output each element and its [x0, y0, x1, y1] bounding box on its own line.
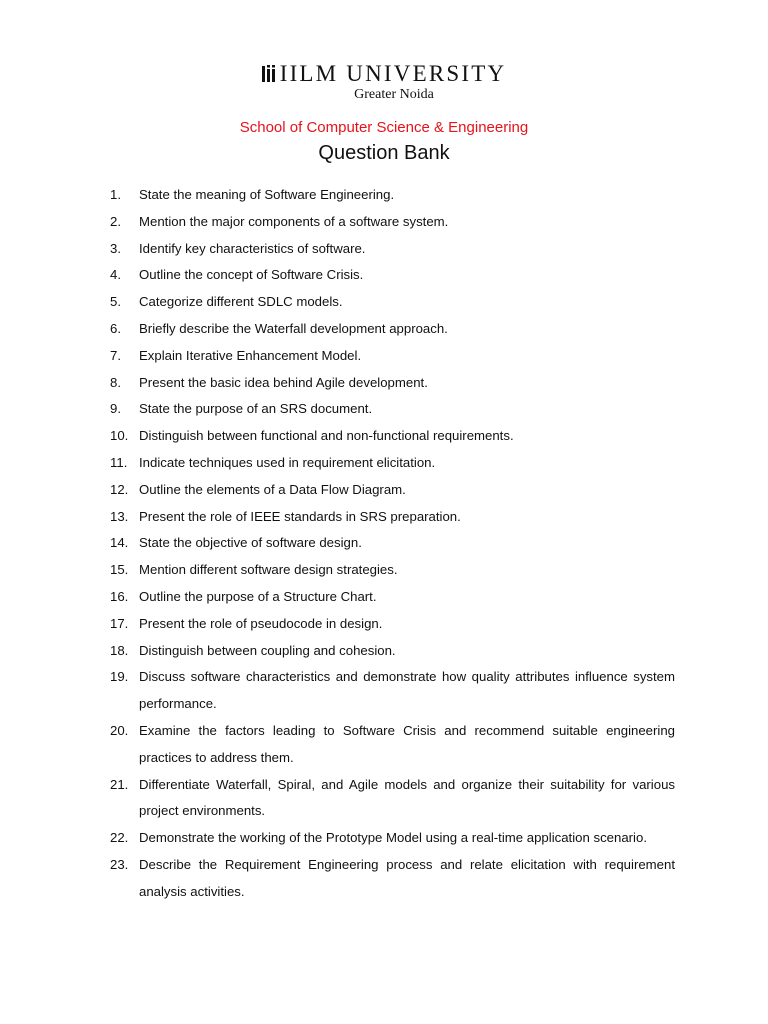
question-text: Outline the purpose of a Structure Chart.	[139, 588, 377, 604]
question-text: State the meaning of Software Engineering.	[139, 187, 395, 202]
question-text: Outline the elements of a Data Flow Diagram.	[139, 481, 406, 497]
question-number: 12.	[110, 481, 129, 497]
question-item	[110, 182, 675, 209]
question-text: State the objective of software design.	[139, 535, 362, 551]
question-item	[110, 477, 675, 504]
question-number: 18.	[110, 642, 129, 658]
question-number: 5.	[110, 294, 121, 310]
university-name: IILM UNIVERSITY	[279, 61, 507, 86]
question-item	[110, 664, 675, 718]
question-number: 15.	[110, 562, 129, 578]
campus-name: Greater Noida	[354, 87, 434, 102]
question-text: Demonstrate the working of the Prototype Model using a real-time application scenario.	[139, 830, 647, 846]
question-text: Differentiate Waterfall, Spiral, and Agile models and organize their suitability for various project environments.	[139, 776, 675, 819]
question-number: 11.	[110, 454, 128, 470]
question-item	[110, 504, 675, 531]
question-item	[110, 557, 675, 584]
question-item	[110, 611, 675, 638]
iilm-logo-mark-icon	[262, 65, 276, 83]
question-text: Indicate techniques used in requirement elicitation.	[139, 454, 436, 470]
question-item	[110, 236, 675, 263]
question-number: 9.	[110, 401, 121, 417]
page-title: Question Bank	[318, 142, 450, 164]
question-item	[110, 423, 675, 450]
question-text: Distinguish between coupling and cohesion.	[139, 642, 396, 658]
question-number: 6.	[110, 320, 121, 336]
university-logo	[0, 60, 768, 88]
question-number: 23.	[110, 856, 129, 872]
school-name: School of Computer Science & Engineering	[239, 119, 529, 136]
question-text: Present the role of pseudocode in design.	[139, 615, 383, 631]
question-number: 14.	[110, 535, 129, 551]
question-number: 1.	[110, 187, 121, 202]
question-number: 21.	[110, 776, 129, 792]
question-item	[110, 772, 675, 826]
question-item	[110, 370, 675, 397]
question-text: Distinguish between functional and non-functional requirements.	[139, 428, 514, 444]
question-text: Describe the Requirement Engineering process and relate elicitation with requirement analysis activities.	[139, 856, 675, 899]
question-number: 3.	[110, 240, 121, 256]
question-item	[110, 718, 675, 772]
question-number: 20.	[110, 722, 129, 738]
question-number: 16.	[110, 588, 129, 604]
question-number: 8.	[110, 374, 121, 390]
question-text: State the purpose of an SRS document.	[139, 401, 373, 417]
question-text: Mention different software design strategies.	[139, 562, 398, 578]
question-number: 4.	[110, 267, 121, 283]
question-number: 10.	[110, 428, 129, 444]
question-item	[110, 343, 675, 370]
question-item	[110, 262, 675, 289]
question-item	[110, 530, 675, 557]
question-number: 19.	[110, 669, 129, 685]
question-list	[110, 182, 675, 906]
question-number: 22.	[110, 830, 129, 846]
question-text: Discuss software characteristics and demonstrate how quality attributes influence system performance.	[139, 669, 675, 712]
question-item	[110, 852, 675, 906]
question-item	[110, 638, 675, 665]
question-item	[110, 450, 675, 477]
question-text: Explain Iterative Enhancement Model.	[139, 347, 362, 363]
question-text: Categorize different SDLC models.	[139, 294, 343, 310]
question-text: Present the role of IEEE standards in SRS preparation.	[139, 508, 461, 524]
question-number: 17.	[110, 615, 129, 631]
question-item	[110, 825, 675, 852]
question-text: Examine the factors leading to Software Crisis and recommend suitable engineering practices to address them.	[139, 722, 675, 765]
question-text: Identify key characteristics of software.	[139, 240, 366, 256]
question-item	[110, 289, 675, 316]
question-text: Briefly describe the Waterfall development approach.	[139, 320, 448, 336]
question-item	[110, 209, 675, 236]
university-header	[0, 60, 768, 104]
question-number: 2.	[110, 213, 121, 229]
question-text: Present the basic idea behind Agile development.	[139, 374, 428, 390]
question-number: 13.	[110, 508, 129, 524]
question-text: Mention the major components of a software system.	[139, 213, 449, 229]
question-number: 7.	[110, 347, 121, 363]
question-item	[110, 316, 675, 343]
question-text: Outline the concept of Software Crisis.	[139, 267, 364, 283]
question-item	[110, 396, 675, 423]
question-item	[110, 584, 675, 611]
